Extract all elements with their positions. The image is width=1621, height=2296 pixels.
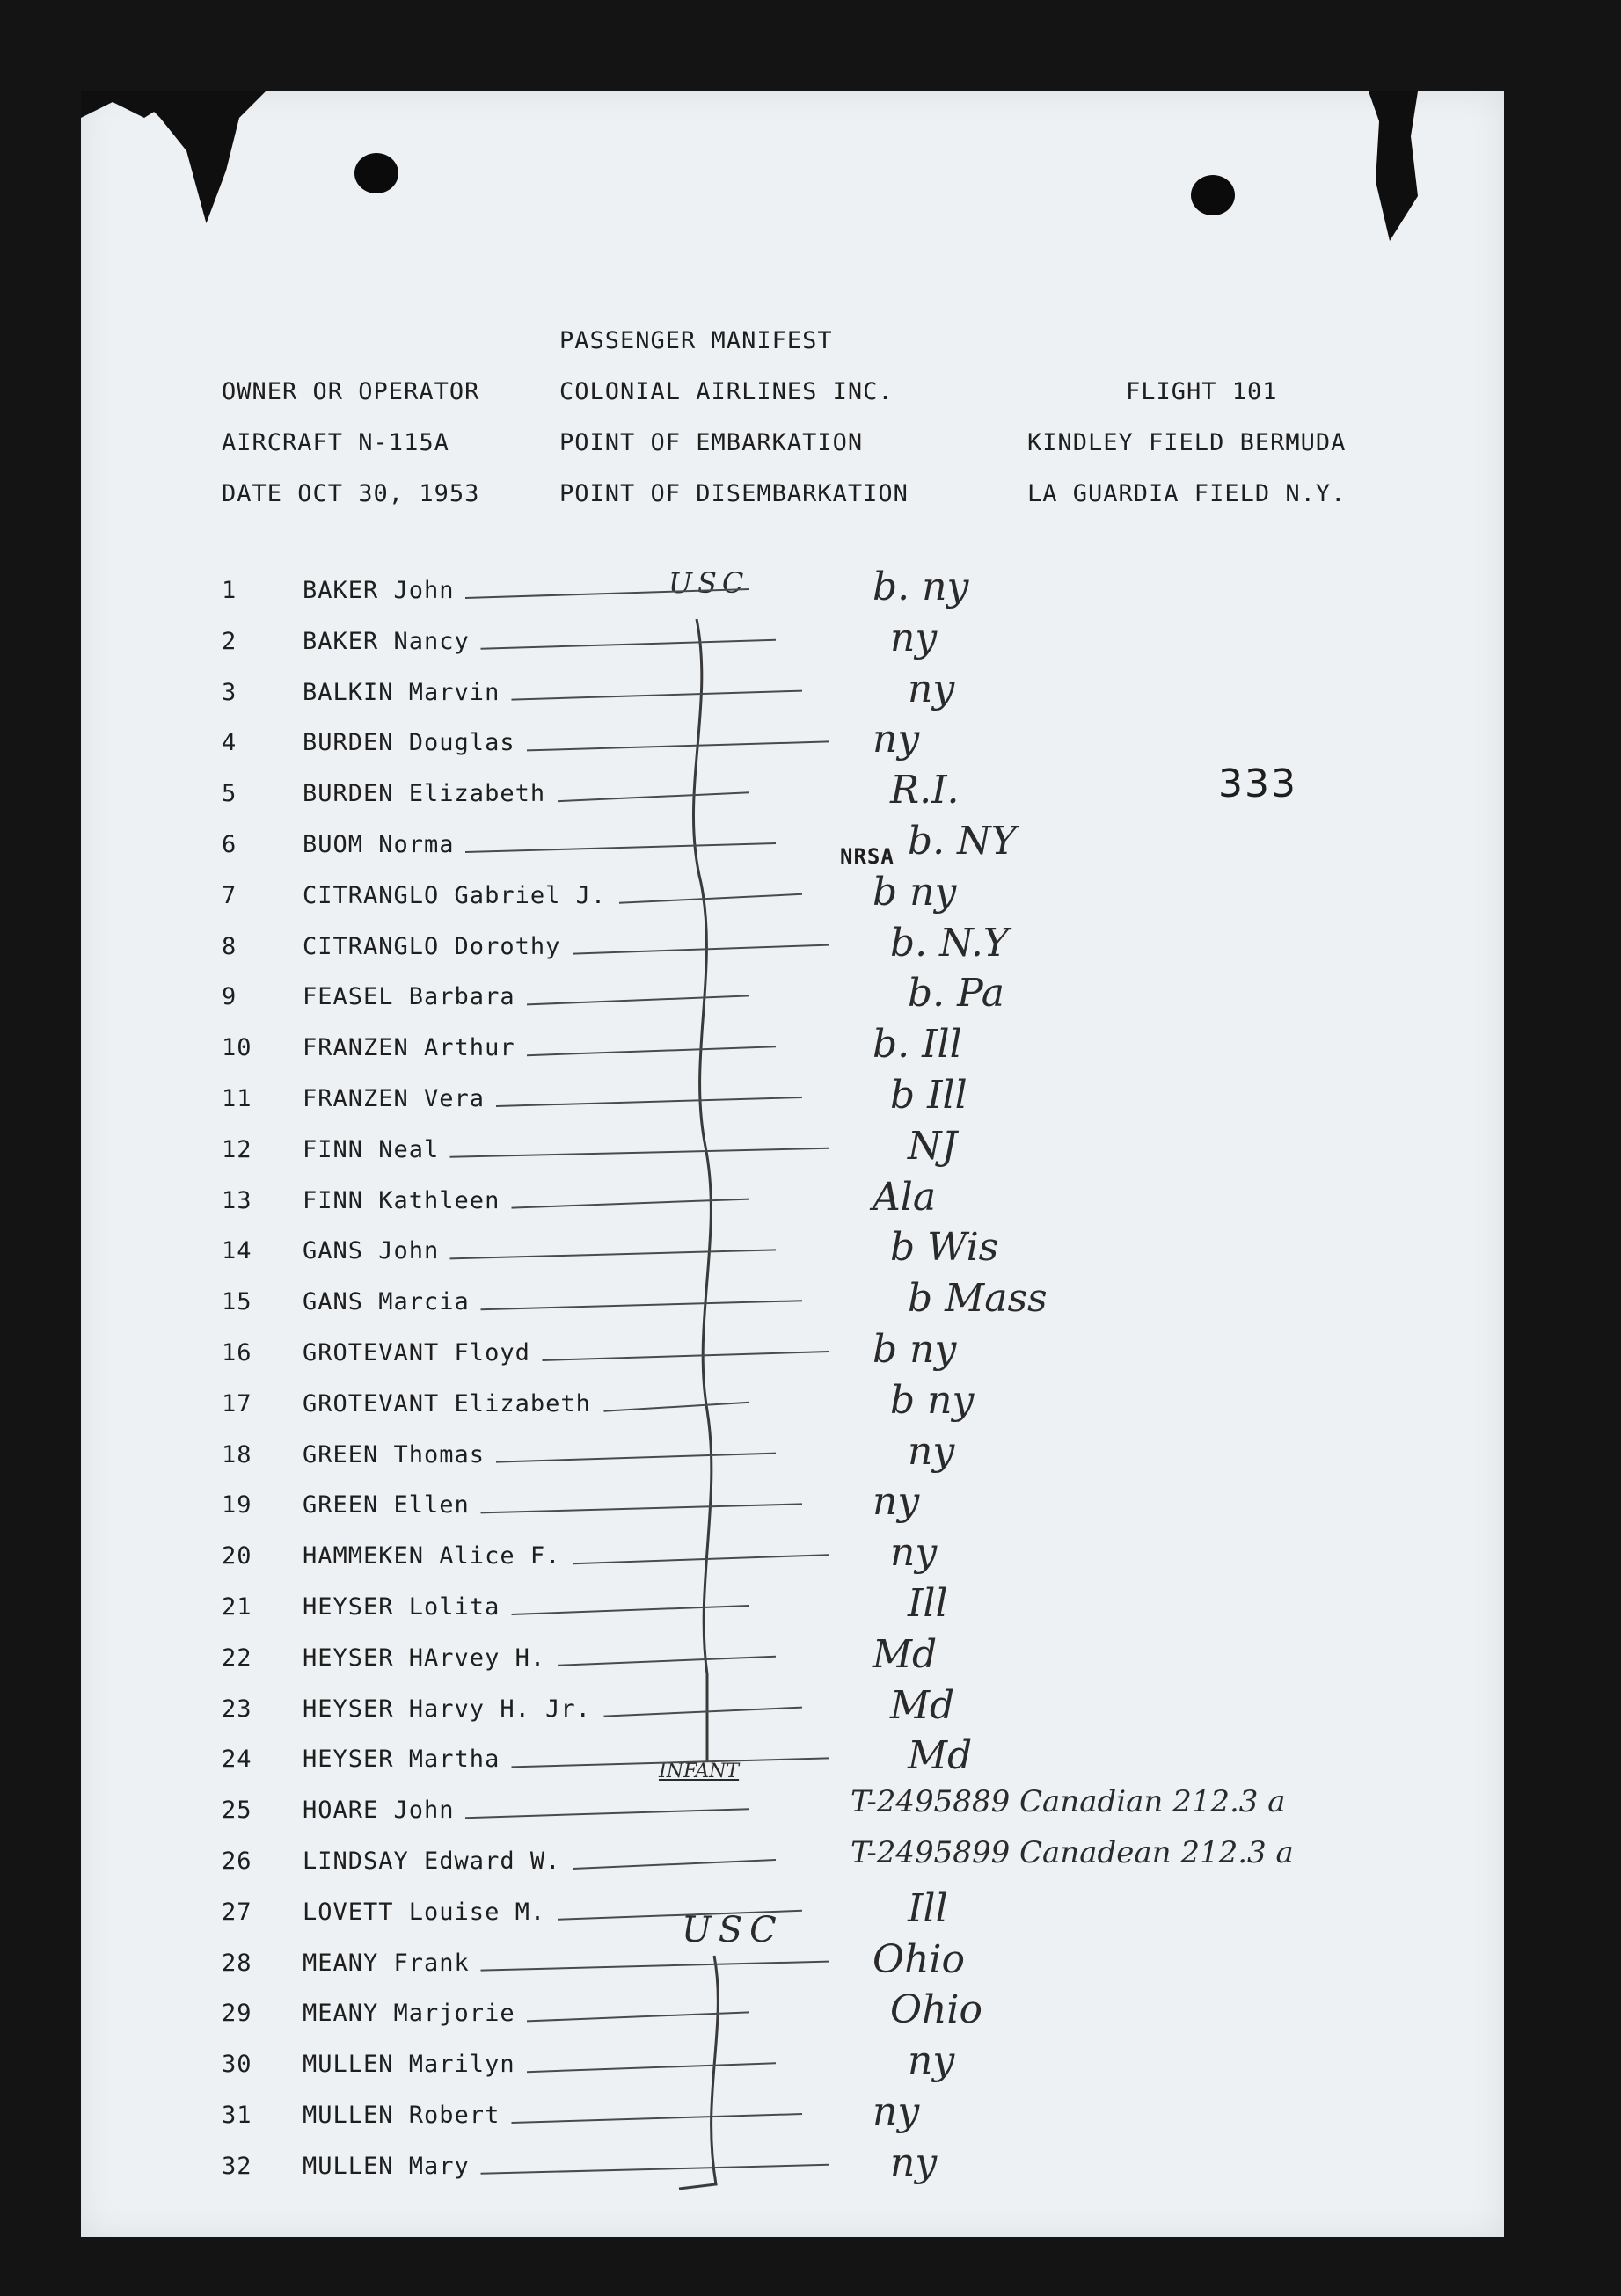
leader-line	[543, 1352, 829, 1360]
leader-line	[481, 1962, 829, 1971]
birthplace-note: T-2495899 Canadean 212.3 a	[851, 1835, 1294, 1870]
disembark-label: POINT OF DISEMBARKATION	[559, 480, 909, 507]
pencil-marks	[81, 91, 1504, 2237]
leader-line	[465, 843, 776, 852]
manifest-title: PASSENGER MANIFEST	[559, 327, 833, 354]
leader-line	[465, 1809, 749, 1818]
birthplace-note: T-2495889 Canadian 212.3 a	[851, 1784, 1286, 1820]
usc-annotation-bottom: USC	[682, 1910, 784, 1950]
birthplace-note: ny	[908, 666, 955, 711]
passenger-name: HOARE John	[303, 1797, 455, 1825]
passenger-number: 28	[222, 1949, 252, 1977]
passenger-name: BUOM Norma	[303, 831, 455, 858]
manifest-date: DATE OCT 30, 1953	[222, 480, 480, 507]
leader-line	[512, 2114, 803, 2123]
bracket-line-upper	[693, 619, 711, 1762]
birthplace-note: Md	[908, 1733, 973, 1779]
birthplace-note: b Ill	[890, 1073, 967, 1118]
birthplace-note: Ill	[908, 1581, 948, 1626]
passenger-name: MULLEN Mary	[303, 2152, 470, 2180]
aircraft: AIRCRAFT N-115A	[222, 429, 449, 456]
birthplace-note: Md	[890, 1682, 955, 1728]
birthplace-note: ny	[890, 1530, 938, 1576]
passenger-name: MEANY Frank	[303, 1949, 470, 1977]
punch-hole-right	[1191, 175, 1235, 215]
passenger-number: 17	[222, 1389, 252, 1418]
passenger-name: HEYSER HArvey H.	[303, 1644, 546, 1672]
passenger-name: BALKIN Marvin	[303, 678, 500, 706]
passenger-name: HEYSER Harvy H. Jr.	[303, 1695, 591, 1723]
infant-annotation: INFANT	[659, 1760, 740, 1782]
leader-line	[512, 691, 803, 700]
birthplace-note: b. N.Y	[890, 920, 1009, 966]
passenger-number: 3	[222, 678, 237, 706]
passenger-name: BAKER John	[303, 577, 455, 604]
leader-line	[573, 1860, 777, 1869]
passenger-number: 2	[222, 627, 237, 655]
passenger-number: 25	[222, 1797, 252, 1825]
leader-line	[481, 1301, 803, 1309]
passenger-name: BAKER Nancy	[303, 627, 470, 655]
passenger-number: 13	[222, 1186, 252, 1214]
birthplace-note: ny	[890, 615, 938, 660]
passenger-name: GANS John	[303, 1237, 440, 1265]
passenger-name: HEYSER Martha	[303, 1746, 500, 1774]
birthplace-note: ny	[908, 1428, 955, 1474]
birthplace-note: Ala	[873, 1174, 937, 1220]
passenger-number: 6	[222, 831, 237, 858]
passenger-number: 20	[222, 1542, 252, 1571]
leader-line	[527, 1046, 776, 1055]
passenger-name: LOVETT Louise M.	[303, 1898, 546, 1926]
passenger-number: 30	[222, 2051, 252, 2079]
passenger-number: 16	[222, 1339, 252, 1367]
leader-line	[527, 995, 749, 1004]
torn-edge-left	[134, 91, 266, 223]
passenger-number: 12	[222, 1135, 252, 1163]
leader-line	[512, 1199, 750, 1208]
passenger-name: GANS Marcia	[303, 1288, 470, 1316]
leader-line	[496, 1097, 802, 1106]
passenger-number: 31	[222, 2102, 252, 2129]
passenger-number: 23	[222, 1695, 252, 1723]
passenger-number: 8	[222, 932, 237, 960]
passenger-name: GREEN Thomas	[303, 1440, 486, 1469]
passenger-number: 18	[222, 1440, 252, 1469]
birthplace-note: ny	[873, 2089, 920, 2134]
birthplace-note: b ny	[873, 869, 957, 915]
passenger-name: GREEN Ellen	[303, 1491, 470, 1520]
passenger-number: 15	[222, 1288, 252, 1316]
nrsa-stamp: NRSA	[840, 844, 894, 869]
passenger-number: 26	[222, 1848, 252, 1875]
passenger-number: 1	[222, 577, 237, 604]
birthplace-note: b ny	[890, 1377, 975, 1423]
leader-line	[558, 1657, 776, 1666]
leader-line	[573, 1555, 829, 1563]
birthplace-note: NJ	[908, 1123, 958, 1169]
page-number: 333	[1218, 762, 1297, 806]
embark-label: POINT OF EMBARKATION	[559, 429, 864, 456]
birthplace-note: b. NY	[908, 819, 1017, 864]
leader-line	[496, 1454, 776, 1462]
birthplace-note: ny	[908, 2038, 955, 2084]
leader-line	[619, 894, 802, 903]
birthplace-note: Md	[873, 1631, 938, 1677]
birthplace-note: Ohio	[873, 1936, 965, 1982]
passenger-name: CITRANGLO Gabriel J.	[303, 881, 607, 909]
leader-line	[481, 640, 777, 649]
passenger-number: 29	[222, 2000, 252, 2028]
passenger-name: FEASEL Barbara	[303, 983, 515, 1011]
passenger-number: 10	[222, 1034, 252, 1062]
passenger-number: 4	[222, 729, 237, 757]
passenger-name: FRANZEN Vera	[303, 1085, 486, 1112]
passenger-number: 14	[222, 1237, 252, 1265]
leader-line	[512, 1606, 750, 1614]
passenger-name: LINDSAY Edward W.	[303, 1848, 561, 1875]
birthplace-note: ny	[873, 717, 920, 762]
usc-annotation-top: USC	[668, 566, 749, 600]
birthplace-note: b Mass	[908, 1276, 1048, 1322]
passenger-number: 5	[222, 780, 237, 808]
passenger-name: CITRANGLO Dorothy	[303, 932, 561, 960]
passenger-number: 27	[222, 1898, 252, 1926]
leader-line	[527, 2012, 749, 2021]
birthplace-note: ny	[890, 2139, 938, 2185]
bracket-line-lower	[679, 1956, 718, 2189]
passenger-number: 11	[222, 1085, 252, 1112]
leader-line	[450, 1250, 777, 1258]
passenger-number: 22	[222, 1644, 252, 1672]
birthplace-note: Ill	[908, 1885, 948, 1931]
owner-label: OWNER OR OPERATOR	[222, 378, 480, 405]
leader-line	[604, 1708, 803, 1717]
leader-line	[573, 945, 829, 954]
punch-hole-left	[354, 153, 398, 193]
passenger-name: MULLEN Marilyn	[303, 2051, 515, 2079]
passenger-name: GROTEVANT Elizabeth	[303, 1389, 591, 1418]
torn-edge-right	[1347, 91, 1418, 241]
leader-line	[450, 1148, 829, 1157]
birthplace-note: b. ny	[873, 565, 969, 609]
leader-line	[558, 792, 749, 801]
passenger-number: 19	[222, 1491, 252, 1520]
passenger-number: 9	[222, 983, 237, 1011]
birthplace-note: b. Ill	[873, 1022, 962, 1068]
passenger-name: FINN Neal	[303, 1135, 440, 1163]
passenger-name: FRANZEN Arthur	[303, 1034, 515, 1062]
disembark-value: LA GUARDIA FIELD N.Y.	[1027, 480, 1347, 507]
leader-line	[481, 2165, 829, 2174]
passenger-name: HEYSER Lolita	[303, 1593, 500, 1621]
owner-value: COLONIAL AIRLINES INC.	[559, 378, 894, 405]
passenger-name: MEANY Marjorie	[303, 2000, 515, 2028]
manifest-page	[81, 91, 1504, 2237]
birthplace-note: b. Pa	[908, 971, 1004, 1017]
leader-line	[527, 2063, 776, 2072]
flight-number: FLIGHT 101	[1126, 378, 1278, 405]
passenger-number: 21	[222, 1593, 252, 1621]
birthplace-note: Ohio	[890, 1987, 982, 2033]
passenger-number: 24	[222, 1746, 252, 1774]
leader-line	[527, 741, 829, 750]
passenger-name: GROTEVANT Floyd	[303, 1339, 530, 1367]
passenger-number: 32	[222, 2152, 252, 2180]
passenger-number: 7	[222, 881, 237, 909]
passenger-name: BURDEN Douglas	[303, 729, 515, 757]
birthplace-note: R.I.	[890, 768, 960, 813]
leader-line	[604, 1403, 750, 1411]
passenger-name: MULLEN Robert	[303, 2102, 500, 2129]
passenger-name: HAMMEKEN Alice F.	[303, 1542, 561, 1571]
leader-line	[481, 1504, 803, 1512]
passenger-name: FINN Kathleen	[303, 1186, 500, 1214]
passenger-name: BURDEN Elizabeth	[303, 780, 546, 808]
birthplace-note: b ny	[873, 1327, 957, 1372]
birthplace-note: ny	[873, 1479, 920, 1525]
birthplace-note: b Wis	[890, 1225, 999, 1271]
embark-value: KINDLEY FIELD BERMUDA	[1027, 429, 1347, 456]
